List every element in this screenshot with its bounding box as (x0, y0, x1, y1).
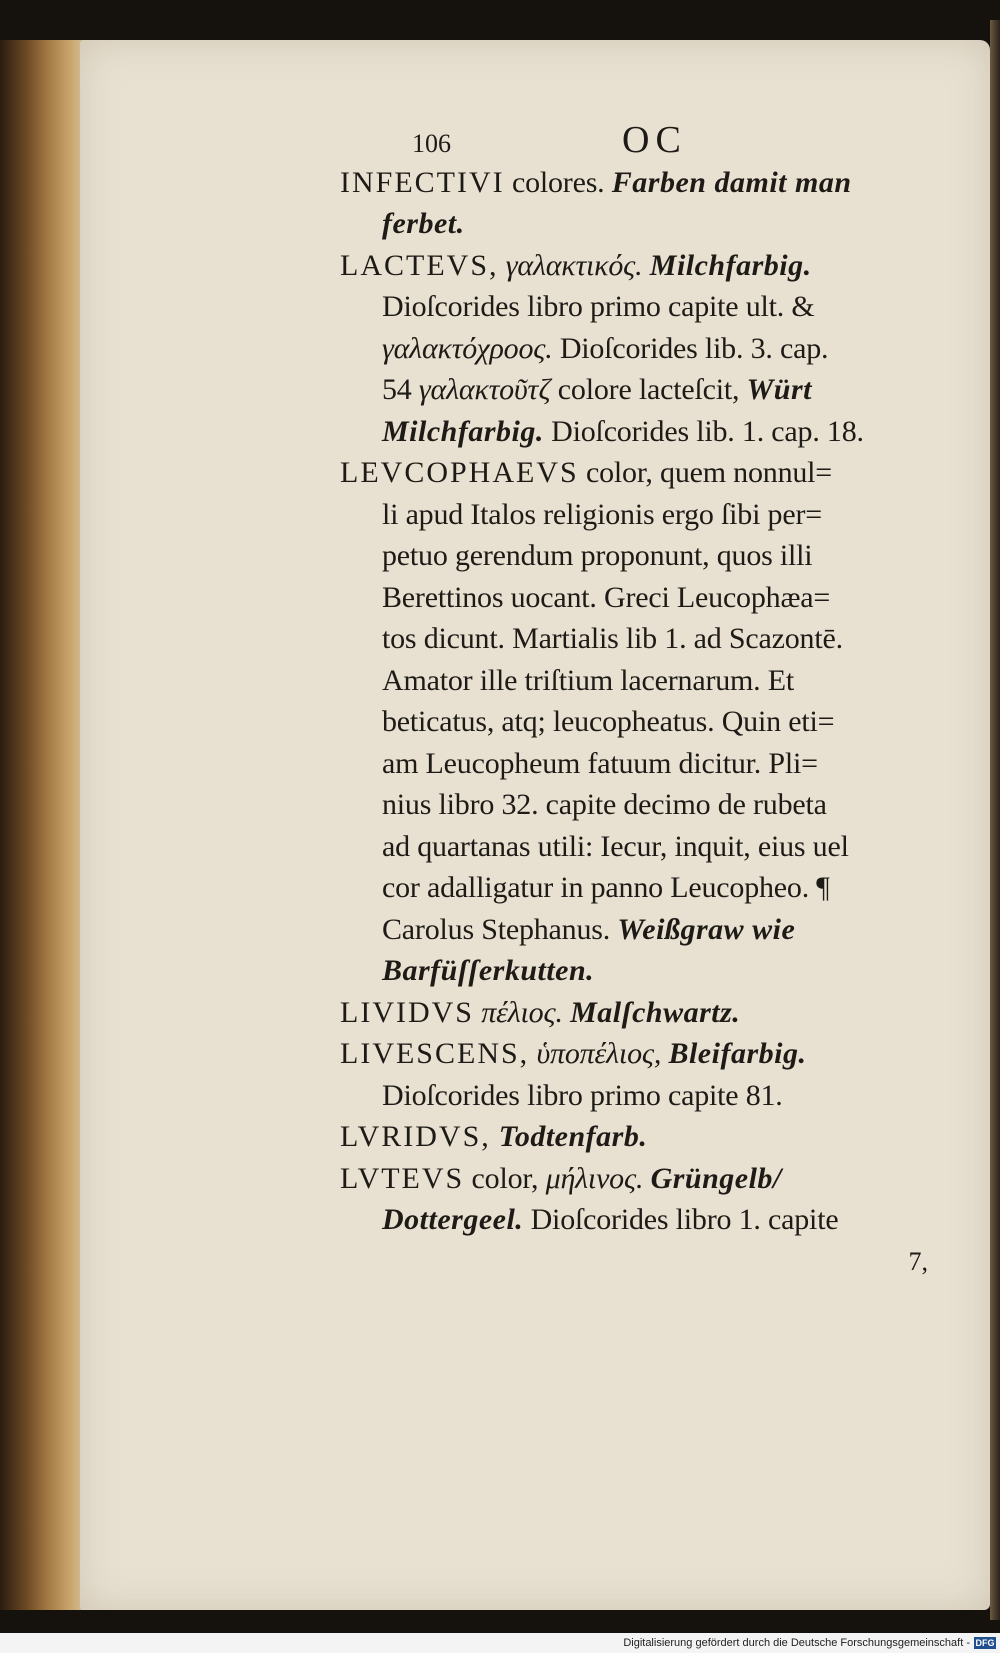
digitization-footer (0, 1633, 1000, 1653)
latin-text: Berettinos uocant. Greci Leucophæa= (382, 580, 831, 614)
latin-text: am Leucopheum fatuum dicitur. Pli= (382, 746, 818, 780)
running-head: OC (622, 119, 687, 161)
continuation-line (340, 909, 960, 951)
continuation-line (340, 328, 960, 370)
entry-line (340, 452, 960, 494)
text-lines (340, 162, 960, 1241)
latin-text: nius libro 32. capite decimo de rubeta (382, 788, 827, 821)
latin-text: color, (464, 1161, 546, 1195)
latin-text: colores. (504, 165, 612, 199)
lemma-headword: LVTEVS (340, 1161, 465, 1195)
latin-text: tos dicunt. Martialis lib 1. ad Scazontē. (382, 622, 843, 655)
greek-text: γαλακτικός. (498, 248, 650, 282)
fraktur-text: Bleifarbig. (668, 1037, 807, 1070)
fraktur-text: ferbet. (382, 207, 465, 240)
latin-text: beticatus, atq; leucopheatus. Quin eti= (382, 705, 835, 738)
continuation-line (340, 535, 960, 577)
latin-text: Dioſcorides lib. 1. cap. 18. (543, 414, 864, 448)
greek-text: γαλακτόχροος. (382, 331, 560, 365)
fraktur-text: Farben damit man (611, 165, 852, 199)
fraktur-text: Milchfarbig. (382, 414, 544, 448)
latin-text: Carolus Stephanus. (382, 912, 618, 946)
entry-line (340, 1116, 960, 1158)
fraktur-text: Milchfarbig. (649, 248, 812, 282)
book-binding-edge (0, 40, 88, 1610)
latin-text: colore lacteſcit, (557, 373, 747, 406)
lemma-headword: LIVIDVS (340, 995, 474, 1029)
fraktur-text: Todtenfarb. (490, 1120, 648, 1153)
latin-text: Dioſcorides libro primo capite 81. (382, 1078, 783, 1112)
continuation-line (340, 286, 960, 328)
latin-text: cor adalligatur in panno Leucopheo. ¶ (382, 871, 830, 904)
continuation-line (340, 577, 960, 619)
continuation-line (340, 411, 960, 453)
entry-line (340, 1158, 960, 1200)
page-right-edge (990, 20, 1000, 1620)
latin-text: color, quem nonnul= (578, 456, 833, 489)
dfg-logo: DFG (975, 1638, 995, 1648)
continuation-line (340, 1075, 960, 1117)
continuation-line (340, 660, 960, 702)
continuation-line (340, 369, 960, 411)
latin-text: ad quartanas utili: Iecur, inquit, eius uel (382, 829, 849, 863)
continuation-line (340, 867, 960, 909)
lemma-headword: INFECTIVI (340, 165, 505, 199)
fraktur-text: Weißgraw wie (617, 912, 796, 946)
continuation-line (340, 494, 960, 536)
fraktur-text: Dottergeel. (382, 1203, 524, 1236)
continuation-line (340, 826, 960, 868)
greek-text: ὑποπέλιος, (529, 1037, 669, 1070)
latin-text: Dioſcorides libro primo capite ult. & (382, 290, 815, 323)
latin-text: Dioſcorides libro 1. capite (523, 1203, 839, 1236)
continuation-line (340, 203, 960, 245)
latin-text: Dioſcorides lib. 3. cap. (559, 331, 829, 365)
entry-line (340, 1033, 960, 1075)
continuation-line (340, 950, 960, 992)
continuation-line (340, 618, 960, 660)
fraktur-text: Barfüſſerkutten. (382, 954, 595, 987)
fraktur-text: Grüngelb/ (650, 1161, 782, 1195)
lemma-headword: LIVESCENS, (340, 1037, 530, 1070)
catchword: 7, (908, 1246, 928, 1276)
folio-number: 106 (412, 129, 451, 158)
latin-text: Amator ille triſtium lacernarum. Et (382, 663, 795, 697)
page-text-block (340, 120, 960, 1282)
lemma-headword: LEVCOPHAEVS (340, 456, 579, 489)
greek-text: μήλινος. (545, 1161, 651, 1195)
lemma-headword: LACTEVS, (340, 248, 499, 282)
entry-line (340, 992, 960, 1034)
funding-note: Digitalisierung gefördert durch die Deutsche Forschungsgemeinschaft - (623, 1637, 970, 1649)
continuation-line (340, 784, 960, 826)
continuation-line (340, 701, 960, 743)
latin-text: 54 (382, 373, 419, 406)
lemma-headword: LVRIDVS, (340, 1120, 491, 1153)
entry-line (340, 245, 960, 287)
fraktur-text: Würt (746, 373, 812, 406)
page-header (340, 120, 960, 162)
entry-line (340, 162, 960, 204)
continuation-line (340, 743, 960, 785)
latin-text: petuo gerendum proponunt, quos illi (382, 539, 813, 572)
continuation-line (340, 1199, 960, 1241)
fraktur-text: Malſchwartz. (570, 995, 741, 1029)
greek-text: πέλιος. (474, 995, 571, 1029)
latin-text: li apud Italos religionis ergo ſibi per= (382, 497, 822, 531)
greek-text: γαλακτοῦτζ (418, 373, 558, 406)
